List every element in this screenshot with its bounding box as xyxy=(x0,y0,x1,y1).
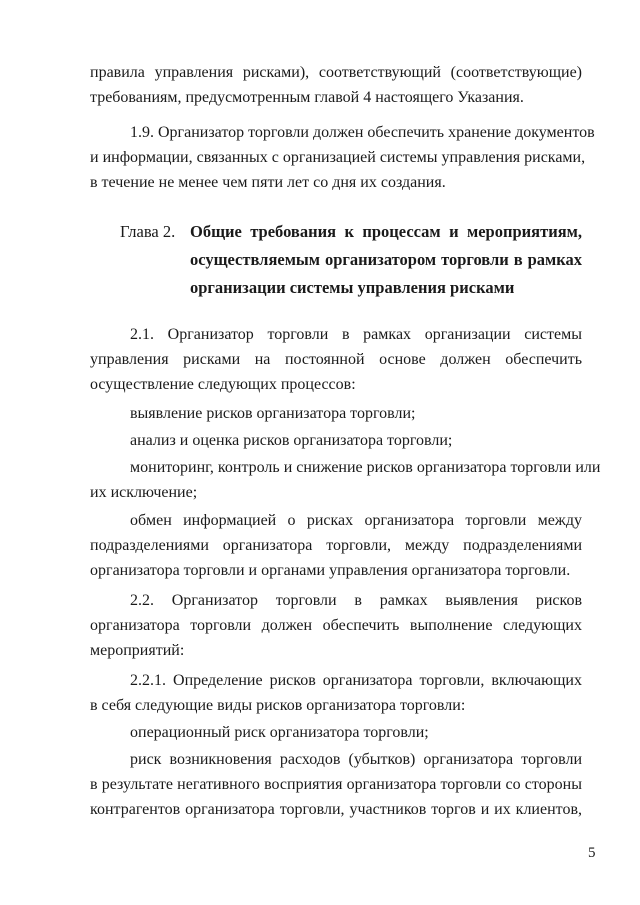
text-line: 1.9. Организатор торговли должен обеспечить хранение документов xyxy=(130,124,595,141)
list-item xyxy=(90,720,582,745)
text-line: обмен информацией о рисках организатора торговли между xyxy=(130,512,582,529)
text-line: в себя следующие виды рисков организатора торговли: xyxy=(90,697,466,714)
page-number: 5 xyxy=(588,845,596,861)
text-line: и информации, связанных с организацией системы управления рисками, xyxy=(90,149,586,166)
text-line: осуществление следующих процессов: xyxy=(90,376,356,393)
text-line: организатора торговли должен обеспечить выполнение следующих xyxy=(90,617,582,634)
text-line: в результате негативного восприятия организатора торговли со стороны xyxy=(90,776,582,793)
chapter-title-line: осуществляемым организатором торговли в рамках xyxy=(190,250,582,269)
chapter-title-line: Общие требования к процессам и мероприятиям, xyxy=(190,222,582,241)
list-item xyxy=(90,747,582,822)
text-line: правила управления рисками), соответствующий (соответствующие) xyxy=(90,64,582,81)
chapter-number: Глава 2. xyxy=(120,222,176,241)
list-item xyxy=(90,508,582,583)
text-line: риск возникновения расходов (убытков) организатора торговли xyxy=(130,751,582,768)
text-line: анализ и оценка рисков организатора торговли; xyxy=(130,432,453,449)
paragraph-2-2-1 xyxy=(90,668,582,718)
text-line: мероприятий: xyxy=(90,642,185,659)
list-item xyxy=(90,428,582,453)
text-line: организатора торговли и органами управления организатора торговли. xyxy=(90,562,571,579)
text-line: подразделениями организатора торговли, между подразделениями xyxy=(90,537,582,554)
text-line: их исключение; xyxy=(90,484,198,501)
text-line: контрагентов организатора торговли, участников торгов и их клиентов, xyxy=(90,801,582,818)
text-line: в течение не менее чем пяти лет со дня их создания. xyxy=(90,174,446,191)
paragraph-2-2 xyxy=(90,588,582,663)
text-line: 2.2. Организатор торговли в рамках выявления рисков xyxy=(130,592,582,609)
paragraph-2-1 xyxy=(90,322,582,397)
text-line: операционный риск организатора торговли; xyxy=(130,724,429,741)
text-line: выявление рисков организатора торговли; xyxy=(130,405,416,422)
list-item xyxy=(90,401,582,426)
paragraph-continuation xyxy=(90,60,582,110)
paragraph-1-9 xyxy=(90,120,595,195)
text-line: управления рисками на постоянной основе должен обеспечить xyxy=(90,351,582,368)
chapter-title-line: организации системы управления рисками xyxy=(190,278,515,297)
text-line: мониторинг, контроль и снижение рисков организатора торговли или xyxy=(130,459,601,476)
chapter-title xyxy=(190,218,582,302)
text-line: 2.2.1. Определение рисков организатора торговли, включающих xyxy=(130,672,582,689)
text-line: 2.1. Организатор торговли в рамках организации системы xyxy=(130,326,582,343)
text-line: требованиям, предусмотренным главой 4 настоящего Указания. xyxy=(90,89,524,106)
list-item xyxy=(90,455,601,505)
